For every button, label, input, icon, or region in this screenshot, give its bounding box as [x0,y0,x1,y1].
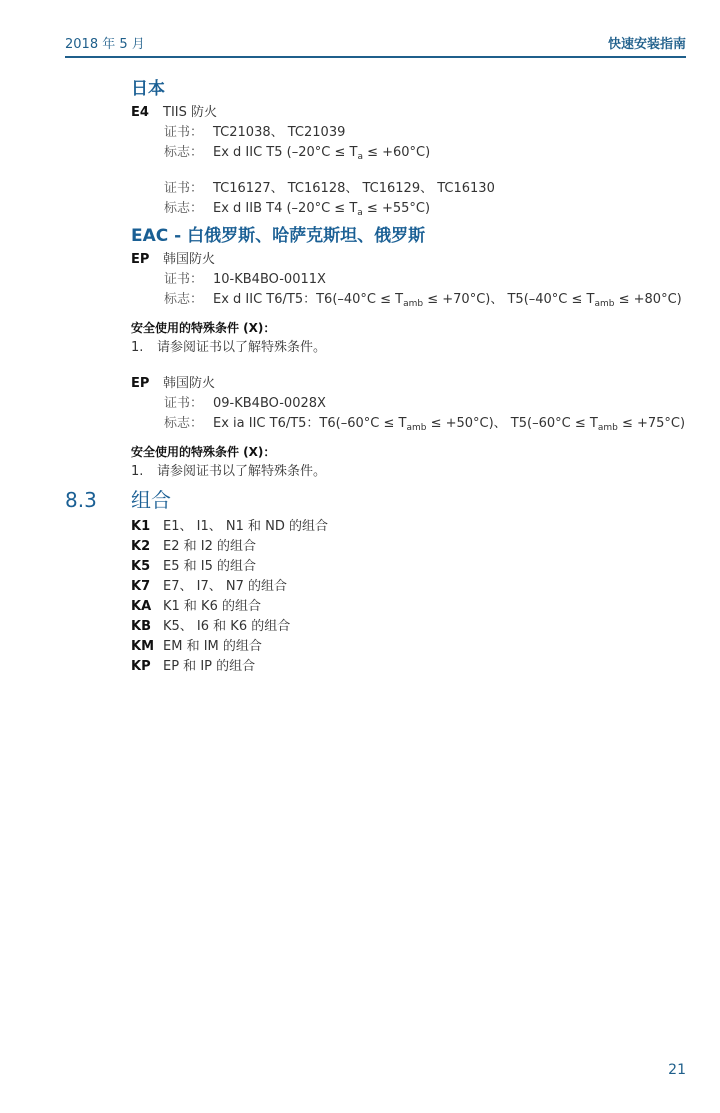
japan-cert-1 [131,123,701,143]
mark-text-b: ≤ +55°C) [362,201,431,216]
mark-text-b: ≤ +70°C)、 T5(–40°C ≤ T [423,292,595,307]
eac-ep1-conditions-title: 安全使用的特殊条件 (X)： [131,321,276,335]
mark-text-a: Ex d IIC T5 (–20°C ≤ T [213,145,358,160]
cert-value: 10-KB4BO-0011X [213,272,326,287]
combination-desc: K5、 I6 和 K6 的组合 [163,619,291,634]
combination-desc: E1、 I1、 N1 和 ND 的组合 [163,519,328,534]
approvals-content [131,78,701,482]
mark-text-a: Ex ia IIC T6/T5：T6(–60°C ≤ T [213,416,407,431]
condition-text: 请参阅证书以了解特殊条件。 [157,340,327,355]
condition-number: 1. [131,464,144,479]
combination-code: K2 [131,539,151,554]
combinations-section [65,484,705,677]
eac-ep1-desc: 韩国防火 [163,252,216,267]
japan-heading: 日本 [131,79,165,99]
cert-label: 证书： [164,125,204,140]
eac-ep2-desc: 韩国防火 [163,376,216,391]
eac-ep2-code: EP [131,376,150,391]
combination-desc: EM 和 IM 的组合 [163,639,262,654]
mark-text-b: ≤ +50°C)、 T5(–60°C ≤ T [426,416,598,431]
combination-desc: E2 和 I2 的组合 [163,539,256,554]
combination-desc: E7、 I7、 N7 的组合 [163,579,287,594]
combination-list [131,517,705,677]
combination-code: KM [131,639,155,654]
eac-ep1-mark [131,290,701,310]
eac-heading: EAC - 白俄罗斯、哈萨克斯坦、俄罗斯 [131,226,426,246]
combination-row [131,537,705,557]
japan-mark-2 [131,199,701,219]
eac-ep1-code: EP [131,252,150,267]
combination-desc: E5 和 I5 的组合 [163,559,256,574]
mark-text-c: ≤ +80°C) [614,292,682,307]
cert-label: 证书： [164,181,204,196]
cert-value: TC16127、 TC16128、 TC16129、 TC16130 [213,181,495,196]
mark-sub: a [357,152,363,162]
combination-code: K5 [131,559,151,574]
eac-ep1-row [131,250,701,270]
mark-text-c: ≤ +75°C) [617,416,686,431]
combination-code: KP [131,659,151,674]
combination-row [131,557,705,577]
header-divider [65,56,686,58]
mark-sub-1: amb [406,423,427,433]
combination-row [131,577,705,597]
mark-sub: a [357,208,363,218]
combination-row [131,517,705,537]
header-title: 快速安装指南 [607,37,686,52]
combination-row [131,597,705,617]
combination-code: K7 [131,579,151,594]
mark-sub-2: amb [594,299,615,309]
cert-label: 证书： [164,396,204,411]
mark-text-b: ≤ +60°C) [362,145,431,160]
japan-code: E4 [131,105,149,120]
section-title: 组合 [131,488,171,512]
japan-mark-1 [131,143,701,163]
cert-value: 09-KB4BO-0028X [213,396,326,411]
eac-ep2-condition-item [131,462,701,482]
mark-text-a: Ex d IIC T6/T5：T6(–40°C ≤ T [213,292,404,307]
combination-desc: EP 和 IP 的组合 [163,659,256,674]
eac-ep2-row [131,374,701,394]
section-heading [65,484,705,514]
page-number: 21 [668,1062,686,1078]
combination-code: KB [131,619,151,634]
japan-cert-2 [131,179,701,199]
combination-row [131,657,705,677]
cert-label: 证书： [164,272,204,287]
mark-sub-1: amb [403,299,424,309]
combination-code: KA [131,599,152,614]
mark-label: 标志： [164,292,204,307]
condition-number: 1. [131,340,144,355]
header-date: 2018 年 5 月 [65,37,145,52]
section-number: 8.3 [65,488,97,512]
japan-desc: TIIS 防火 [163,105,217,120]
combination-row [131,637,705,657]
mark-label: 标志： [164,416,204,431]
combination-row [131,617,705,637]
japan-code-row [131,103,701,123]
combination-code: K1 [131,519,151,534]
mark-label: 标志： [164,145,204,160]
eac-ep1-condition-item [131,338,701,358]
eac-ep2-mark [131,414,701,434]
combination-desc: K1 和 K6 的组合 [163,599,261,614]
mark-text-a: Ex d IIB T4 (–20°C ≤ T [213,201,358,216]
eac-ep2-cert [131,394,701,414]
eac-ep2-conditions-title: 安全使用的特殊条件 (X)： [131,445,276,459]
mark-sub-2: amb [597,423,618,433]
eac-ep1-cert [131,270,701,290]
cert-value: TC21038、 TC21039 [213,125,346,140]
mark-label: 标志： [164,201,204,216]
condition-text: 请参阅证书以了解特殊条件。 [157,464,327,479]
